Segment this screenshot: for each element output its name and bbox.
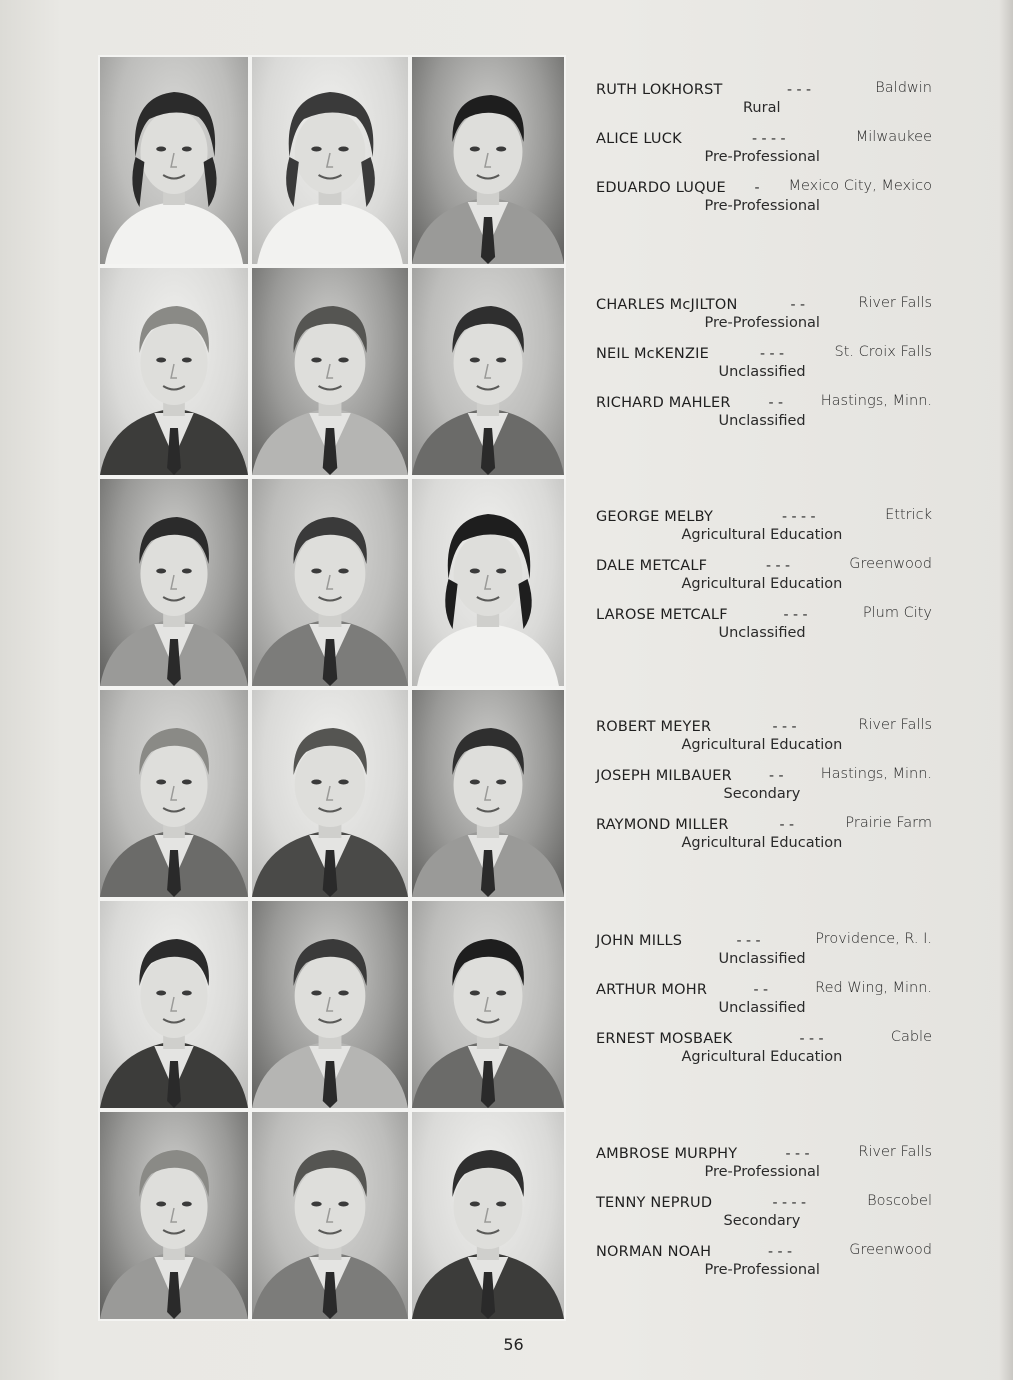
student-hometown: St. Croix Falls <box>834 344 932 360</box>
student-entry <box>596 1195 932 1239</box>
student-hometown: River Falls <box>858 295 932 311</box>
student-name: AMBROSE MURPHY <box>596 1146 738 1162</box>
student-portrait-photo <box>252 57 408 264</box>
student-portrait-photo <box>252 479 408 686</box>
student-portrait-photo <box>412 479 564 686</box>
student-course: Unclassified <box>718 413 806 429</box>
student-course: Rural <box>743 100 781 116</box>
student-name: JOSEPH MILBAUER <box>596 768 732 784</box>
student-hometown: River Falls <box>858 717 932 733</box>
leader-dashes: - - <box>769 768 784 784</box>
student-portrait-photo <box>100 690 248 897</box>
student-course: Secondary <box>723 786 801 802</box>
leader-dashes: - - - - <box>772 1195 807 1211</box>
student-hometown: Hastings, Minn. <box>820 766 932 782</box>
student-name: RAYMOND MILLER <box>596 817 729 833</box>
student-entry <box>596 719 932 763</box>
student-hometown: Mexico City, Mexico <box>788 178 932 194</box>
student-entry <box>596 933 932 977</box>
student-portrait-photo <box>252 690 408 897</box>
student-course: Pre-Professional <box>704 1164 820 1180</box>
leader-dashes: - <box>754 180 760 196</box>
student-course: Agricultural Education <box>681 527 843 543</box>
student-name: JOHN MILLS <box>596 933 683 949</box>
student-course: Agricultural Education <box>681 576 843 592</box>
student-course: Unclassified <box>718 1000 806 1016</box>
student-entry <box>596 509 932 553</box>
student-portrait-photo <box>100 479 248 686</box>
student-hometown: Boscobel <box>867 1193 932 1209</box>
leader-dashes: - - - <box>783 607 808 623</box>
portrait-grid <box>98 55 566 1321</box>
student-hometown: Baldwin <box>875 80 932 96</box>
student-course: Secondary <box>723 1213 801 1229</box>
leader-dashes: - - - <box>799 1031 824 1047</box>
student-portrait-photo <box>412 1112 564 1319</box>
student-course: Unclassified <box>718 625 806 641</box>
student-entry <box>596 982 932 1026</box>
student-hometown: Ettrick <box>885 507 932 523</box>
student-name: ARTHUR MOHR <box>596 982 708 998</box>
student-entry <box>596 607 932 651</box>
student-name: RICHARD MAHLER <box>596 395 731 411</box>
student-portrait-photo <box>412 57 564 264</box>
student-hometown: Hastings, Minn. <box>820 393 932 409</box>
student-portrait-photo <box>100 268 248 475</box>
leader-dashes: - - - <box>766 558 791 574</box>
leader-dashes: - - <box>779 817 795 833</box>
student-hometown: Red Wing, Minn. <box>815 980 932 996</box>
student-course: Agricultural Education <box>681 835 843 851</box>
student-name: ALICE LUCK <box>596 131 682 147</box>
student-portrait-photo <box>412 901 564 1108</box>
student-name: EDUARDO LUQUE <box>596 180 726 196</box>
student-hometown: Milwaukee <box>855 129 932 145</box>
student-name: DALE METCALF <box>596 558 708 574</box>
student-course: Agricultural Education <box>681 1049 843 1065</box>
leader-dashes: - - <box>768 395 784 411</box>
student-entry <box>596 82 932 126</box>
student-hometown: River Falls <box>858 1144 932 1160</box>
student-hometown: Providence, R. I. <box>815 931 932 947</box>
student-portrait-photo <box>252 268 408 475</box>
page-number: 56 <box>503 1335 524 1354</box>
student-name: TENNY NEPRUD <box>596 1195 713 1211</box>
student-entry <box>596 1031 932 1075</box>
student-entry <box>596 131 932 175</box>
student-course: Agricultural Education <box>681 737 843 753</box>
student-entry <box>596 558 932 602</box>
student-entry <box>596 395 932 439</box>
student-portrait-photo <box>100 57 248 264</box>
student-name: ERNEST MOSBAEK <box>596 1031 733 1047</box>
leader-dashes: - - - <box>760 346 785 362</box>
student-course: Pre-Professional <box>704 1262 820 1278</box>
student-hometown: Greenwood <box>849 556 932 572</box>
leader-dashes: - - - <box>787 82 812 98</box>
student-entry <box>596 1146 932 1190</box>
page-edge-shadow <box>999 0 1013 1380</box>
student-course: Unclassified <box>718 364 806 380</box>
student-name: RUTH LOKHORST <box>596 82 723 98</box>
leader-dashes: - - - - <box>752 131 786 147</box>
student-hometown: Greenwood <box>849 1242 932 1258</box>
student-entry <box>596 180 932 224</box>
student-hometown: Cable <box>890 1029 932 1045</box>
leader-dashes: - - - <box>785 1146 810 1162</box>
student-entry <box>596 1244 932 1288</box>
student-portrait-photo <box>412 690 564 897</box>
student-hometown: Prairie Farm <box>845 815 932 831</box>
student-name: NORMAN NOAH <box>596 1244 712 1260</box>
student-hometown: Plum City <box>862 605 932 621</box>
student-entry <box>596 297 932 341</box>
student-portrait-photo <box>252 901 408 1108</box>
student-name: ROBERT MEYER <box>596 719 712 735</box>
leader-dashes: - - - <box>736 933 761 949</box>
leader-dashes: - - <box>790 297 806 313</box>
student-portrait-photo <box>412 268 564 475</box>
student-entry <box>596 768 932 812</box>
student-course: Pre-Professional <box>704 315 820 331</box>
student-name: CHARLES McJILTON <box>596 297 738 313</box>
leader-dashes: - - - - <box>782 509 816 525</box>
student-name: GEORGE MELBY <box>596 509 714 525</box>
student-course: Unclassified <box>718 951 806 967</box>
student-portrait-photo <box>100 1112 248 1319</box>
student-course: Pre-Professional <box>704 198 820 214</box>
student-portrait-photo <box>100 901 248 1108</box>
student-entry <box>596 817 932 861</box>
student-entry <box>596 346 932 390</box>
leader-dashes: - - - <box>768 1244 793 1260</box>
student-portrait-photo <box>252 1112 408 1319</box>
leader-dashes: - - <box>753 982 769 998</box>
leader-dashes: - - - <box>772 719 797 735</box>
student-name: LAROSE METCALF <box>596 607 728 623</box>
student-name: NEIL McKENZIE <box>596 346 709 362</box>
student-course: Pre-Professional <box>704 149 820 165</box>
